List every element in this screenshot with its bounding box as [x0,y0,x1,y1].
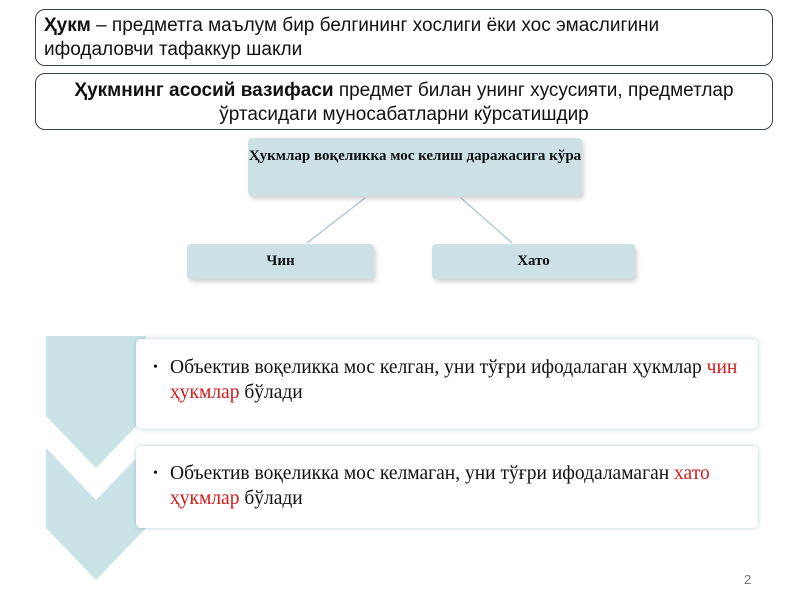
main-function-box [35,73,773,130]
main-function-title: Ҳукмнинг асосий вазифаси [74,80,334,101]
diagram-root-node [248,138,582,196]
main-function-text: предмет билан унинг хусусияти, предметлар ўртасидаги муносабатларни кўрсатишдир [219,80,734,125]
card-true-judgment [136,339,758,429]
definition-box [35,9,773,66]
bullet-icon: • [153,360,158,375]
diagram-root-label: Ҳукмлар воқеликка мос келиш даражасига кўра [248,148,582,164]
diagram-node-false [432,244,635,279]
connector-right [461,198,512,243]
definition-term: Ҳукм [44,15,91,36]
card-text: Объектив воқеликка мос келган, уни тўғри ифодалаган ҳукмлар [170,357,707,378]
chevron-arrows [46,336,146,580]
card-false-judgment [136,446,758,528]
card-text-end: бўлади [239,488,303,509]
diagram-node-true-label: Чин [266,253,295,269]
diagram-node-false-label: Хато [517,253,550,269]
bullet-icon: • [153,466,158,481]
card-highlight: чин ҳукмлар [170,357,738,403]
connector-left [307,198,365,243]
chevron-arrow-1 [46,336,146,468]
page-number: 2 [744,572,752,587]
card-highlight: хато ҳукмлар [170,463,710,509]
diagram-node-true [187,244,374,279]
card-text: Объектив воқеликка мос келмаган, уни тўғри ифодаламаган [170,463,675,484]
card-text-end: бўлади [239,382,303,403]
definition-text: – предметга маълум бир белгининг хослиги ёки хос эмаслигини ифодаловчи тафаккур шакли [44,15,660,60]
